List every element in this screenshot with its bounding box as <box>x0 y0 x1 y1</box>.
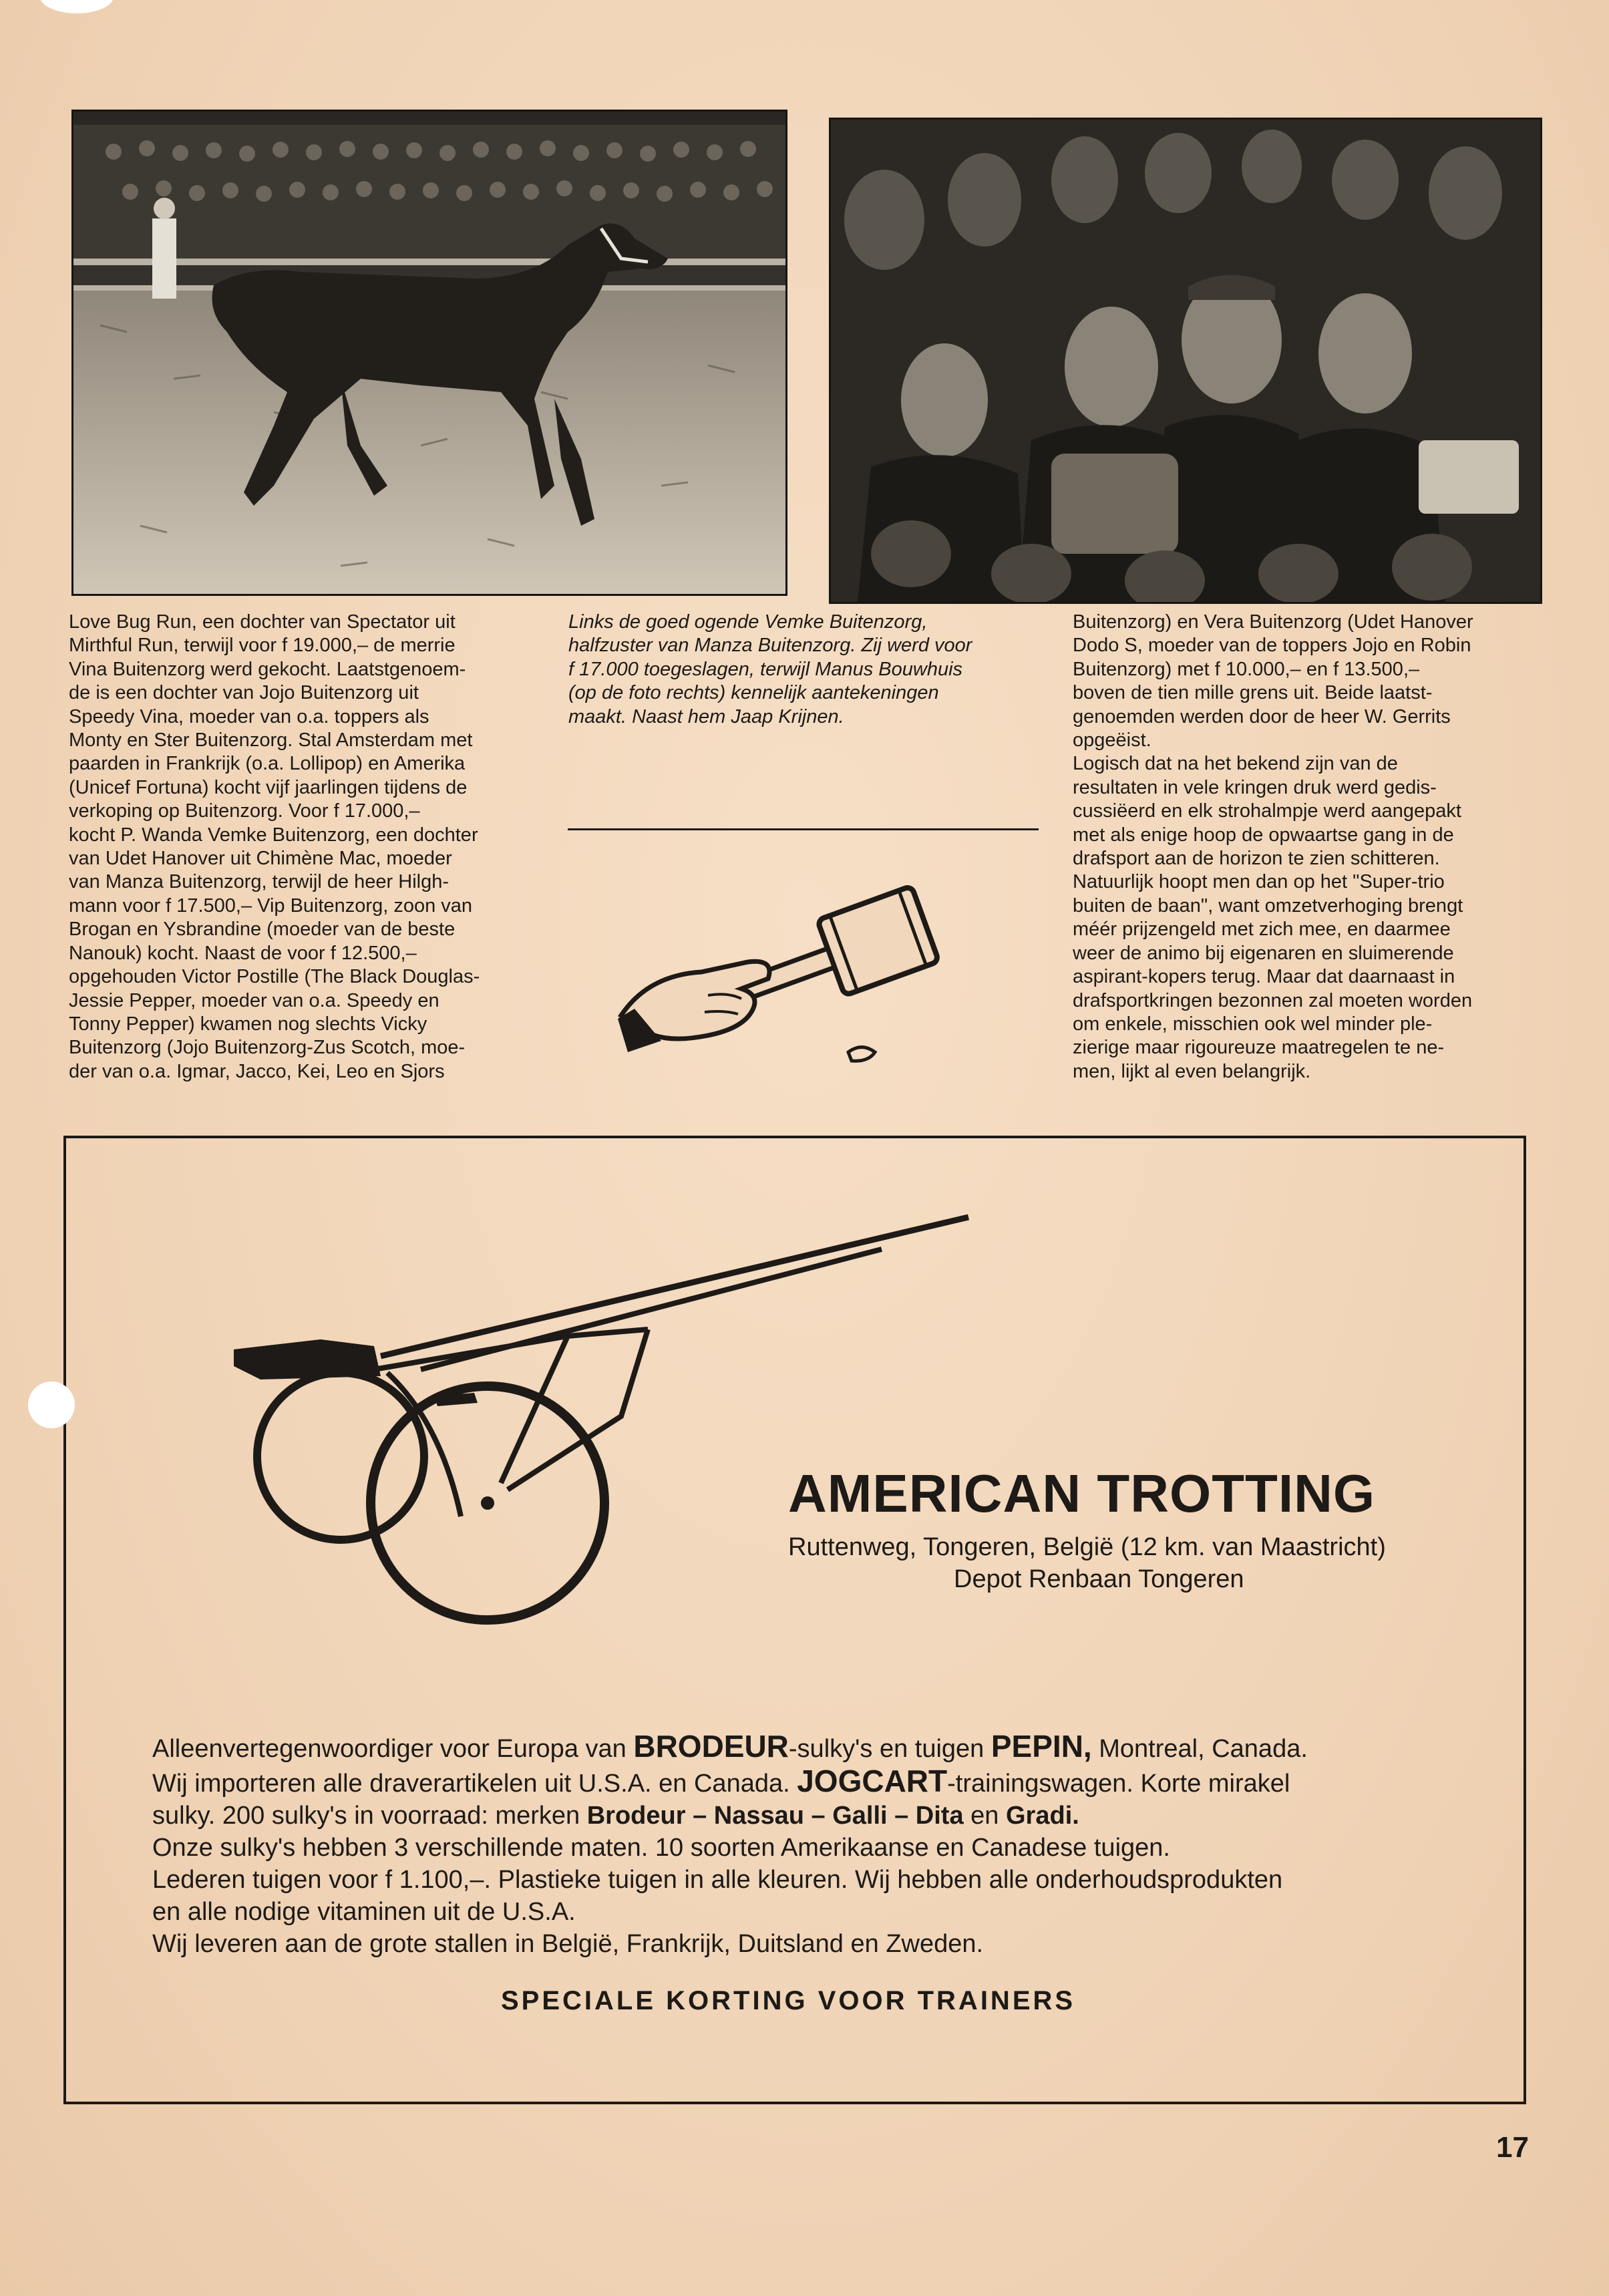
ad-line-7: Wij leveren aan de grote stallen in België, Frankrijk, Duitsland en Zweden. <box>152 1930 984 1958</box>
ad-line-1 <box>152 1730 1488 1765</box>
text-line: paarden in Frankrijk (o.a. Lollipop) en Amerika <box>69 753 466 775</box>
text-line: drafsport aan de horizon te zien schitteren. <box>1073 848 1440 870</box>
brand-jogcart: JOGCART <box>797 1764 948 1798</box>
text-line: Jessie Pepper, moeder van o.a. Speedy en <box>69 989 439 1011</box>
photo-caption <box>568 611 1039 729</box>
ad-text: Wij importeren alle draverartikelen uit U.S.A. en Canada. <box>152 1770 797 1798</box>
text-line: opgehouden Victor Postille (The Black Douglas- <box>69 966 480 988</box>
text-line: weer de animo bij eigenaren en sluimerende <box>1073 942 1454 964</box>
ad-text: -trainingswagen. Korte mirakel <box>947 1770 1290 1798</box>
text-line: de is een dochter van Jojo Buitenzorg uit <box>69 682 419 704</box>
punch-hole <box>28 1381 75 1428</box>
ad-address: Ruttenweg, Tongeren, België (12 km. van Maastricht) <box>788 1533 1386 1561</box>
ad-line-4: Onze sulky's hebben 3 verschillende maten. 10 soorten Amerikaanse en Canadese tuigen. <box>152 1834 1170 1862</box>
text-line: resultaten in vele kringen druk werd gedis- <box>1073 776 1437 798</box>
horse-photo <box>71 110 787 596</box>
text-line: Mirthful Run, terwijl voor f 19.000,– de merrie <box>69 635 456 657</box>
text-line: Buitenzorg) met f 10.000,– en f 13.500,– <box>1073 658 1420 680</box>
text-line: (op de foto rechts) kennelijk aantekeningen <box>568 682 939 704</box>
ad-line-3 <box>152 1800 1488 1832</box>
ad-text: Montreal, Canada. <box>1091 1735 1308 1763</box>
text-line: opgeëist. <box>1073 729 1151 752</box>
text-line: Monty en Ster Buitenzorg. Stal Amsterdam met <box>69 729 473 752</box>
ad-text: sulky. 200 sulky's in voorraad: merken <box>152 1802 587 1830</box>
text-line: f 17.000 toegeslagen, terwijl Manus Bouwhuis <box>568 658 963 680</box>
text-line: maakt. Naast hem Jaap Krijnen. <box>568 705 844 727</box>
text-line: méér prijzengeld met zich mee, en daarmee <box>1073 919 1451 941</box>
ad-body <box>152 1730 1488 1960</box>
brand-pepin: PEPIN, <box>991 1729 1092 1764</box>
text-line: van Manza Buitenzorg, terwijl de heer Hilgh- <box>69 871 449 893</box>
ad-title: AMERICAN TROTTING <box>788 1464 1376 1523</box>
text-line: Vina Buitenzorg werd gekocht. Laatstgenoem- <box>69 658 466 680</box>
caption-divider <box>568 828 1039 830</box>
text-line: men, lijkt al even belangrijk. <box>1073 1060 1311 1082</box>
text-line: boven de tien mille grens uit. Beide laatst- <box>1073 682 1433 704</box>
text-line: drafsportkringen bezonnen zal moeten worden <box>1073 989 1473 1011</box>
text-line: om enkele, misschien ook wel minder ple- <box>1073 1013 1433 1035</box>
ad-depot: Depot Renbaan Tongeren <box>954 1565 1244 1593</box>
text-line: buiten de baan", want omzetverhoging brengt <box>1073 894 1463 917</box>
text-line: cussiëerd en elk strohalmpje werd aangepakt <box>1073 800 1461 822</box>
ad-text: -sulky's en tuigen <box>788 1735 991 1763</box>
text-line: halfzuster van Manza Buitenzorg. Zij werd voor <box>568 635 972 657</box>
text-line: verkoping op Buitenzorg. Voor f 17.000,– <box>69 800 420 822</box>
ad-text: en <box>963 1802 1006 1830</box>
text-line: Love Bug Run, een dochter van Spectator uit <box>69 611 456 633</box>
article-column-3 <box>1073 611 1544 1084</box>
text-line: van Udet Hanover uit Chimène Mac, moeder <box>69 848 452 870</box>
text-line: Brogan en Ysbrandine (moeder van de beste <box>69 919 456 941</box>
text-line: Links de goed ogende Vemke Buitenzorg, <box>568 611 928 633</box>
text-line: kocht P. Wanda Vemke Buitenzorg, een dochter <box>69 824 478 846</box>
text-line: (Unicef Fortuna) kocht vijf jaarlingen tijdens de <box>69 776 468 798</box>
text-line: mann voor f 17.500,– Vip Buitenzorg, zoon van <box>69 894 473 917</box>
text-line: met als enige hoop de opwaartse gang in de <box>1073 824 1454 846</box>
text-line: Tonny Pepper) kwamen nog slechts Vicky <box>69 1013 427 1035</box>
text-line: genoemden werden door de heer W. Gerrits <box>1073 705 1451 727</box>
ad-line-5: Lederen tuigen voor f 1.100,–. Plastieke tuigen in alle kleuren. Wij hebben alle onderhoudsprodukten <box>152 1866 1283 1894</box>
text-line: Speedy Vina, moeder van o.a. toppers als <box>69 705 429 727</box>
text-line: Logisch dat na het bekend zijn van de <box>1073 753 1398 775</box>
page-number: 17 <box>1496 2131 1529 2164</box>
brand-brodeur: BRODEUR <box>633 1729 789 1764</box>
text-line: Buitenzorg) en Vera Buitenzorg (Udet Hanover <box>1073 611 1473 633</box>
auction-gavel-icon <box>608 862 1009 1082</box>
article-column-1 <box>69 611 536 1084</box>
ad-text: Alleenvertegenwoordiger voor Europa van <box>152 1735 634 1763</box>
text-line: aspirant-kopers terug. Maar dat daarnaast in <box>1073 966 1455 988</box>
text-line: zierige maar rigoureuze maatregelen te ne- <box>1073 1037 1445 1059</box>
brand-gradi: Gradi. <box>1006 1802 1079 1830</box>
text-line: Nanouk) kocht. Naast de voor f 12.500,– <box>69 942 417 964</box>
crowd-photo <box>829 118 1542 604</box>
ad-brands: Brodeur – Nassau – Galli – Dita <box>586 1802 964 1830</box>
ad-footer: SPECIALE KORTING VOOR TRAINERS <box>501 1986 1076 2015</box>
sulky-illustration <box>220 1202 989 1630</box>
text-line: Natuurlijk hoopt men dan op het "Super-trio <box>1073 871 1445 893</box>
text-line: Buitenzorg (Jojo Buitenzorg-Zus Scotch, moe- <box>69 1037 466 1059</box>
ad-line-2 <box>152 1765 1488 1800</box>
text-line: der van o.a. Igmar, Jacco, Kei, Leo en Sjors <box>69 1060 445 1082</box>
text-line: Dodo S, moeder van de toppers Jojo en Robin <box>1073 635 1471 657</box>
ad-line-6: en alle nodige vitaminen uit de U.S.A. <box>152 1898 576 1926</box>
